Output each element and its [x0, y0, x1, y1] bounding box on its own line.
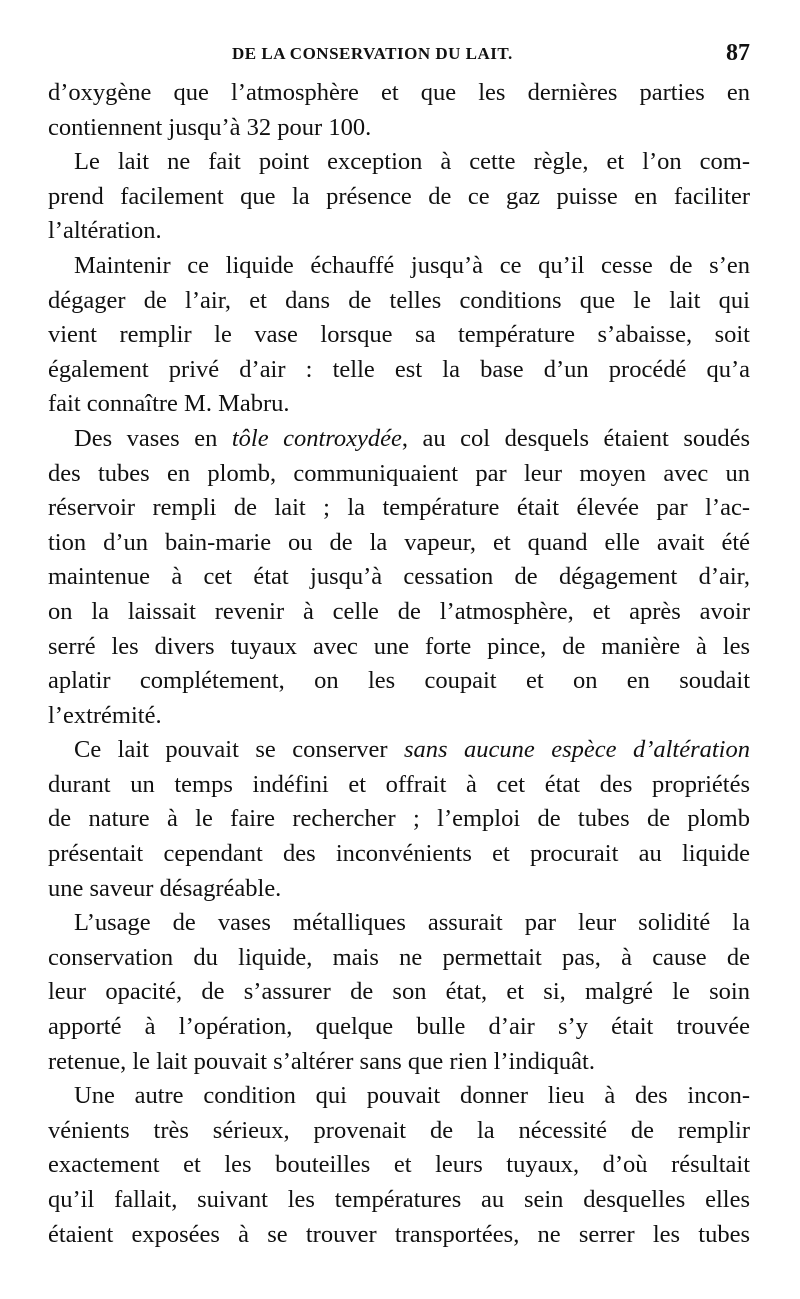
text-line: Maintenir ce liquide échauffé jusqu’à ce qu’il cesse de s’en: [74, 251, 750, 279]
text-run: Ce lait pouvait se conserver: [74, 736, 404, 764]
text-line: conservation du liquide, mais ne permettait pas, à cause de: [48, 943, 750, 971]
text-line: qu’il fallait, suivant les températures au sein desquelles elles: [48, 1186, 750, 1213]
text-run: Des vases en: [74, 424, 232, 452]
paragraph: [48, 249, 750, 422]
text-line: prend facilement que la présence de ce gaz puisse en faciliter: [48, 182, 750, 210]
text-line: retenue, le lait pouvait s’altérer sans que rien l’indiquât.: [48, 1047, 595, 1075]
text-line: maintenue à cet état jusqu’à cessation de dégagement d’air,: [48, 563, 750, 591]
page-number: 87: [726, 40, 750, 66]
text-line: également privé d’air : telle est la base d’un procédé qu’a: [48, 355, 750, 383]
text-line: vénients très sérieux, provenait de la nécessité de remplir: [48, 1116, 750, 1144]
text-line: d’oxygène que l’atmosphère et que les dernières parties en: [48, 79, 750, 106]
text-line: contiennent jusqu’à 32 pour 100.: [48, 113, 372, 141]
text-line: L’usage de vases métalliques assurait par leur solidité la: [74, 909, 750, 937]
paragraph: [48, 145, 750, 249]
text-line: exactement et les bouteilles et leurs tuyaux, d’où résultait: [48, 1151, 750, 1179]
text-line: une saveur désagréable.: [48, 874, 282, 902]
text-line: fait connaître M. Mabru.: [48, 390, 290, 418]
text-line: des tubes en plomb, communiquaient par leur moyen avec un: [48, 459, 750, 487]
text-line: Une autre condition qui pouvait donner lieu à des incon-: [74, 1082, 750, 1110]
text-line: Le lait ne fait point exception à cette règle, et l’on com-: [74, 148, 750, 176]
text-line: réservoir rempli de lait ; la température était élevée par l’ac-: [48, 494, 750, 522]
text-line: apporté à l’opération, quelque bulle d’air s’y était trouvée: [48, 1013, 750, 1041]
text-line: de nature à le faire rechercher ; l’emploi de tubes de plomb: [48, 805, 750, 833]
text-line: dégager de l’air, et dans de telles conditions que le lait qui: [48, 286, 750, 314]
text-run: , au col desquels étaient soudés: [401, 424, 750, 452]
running-head: [48, 30, 750, 70]
running-head-title: DE LA CONSERVATION DU LAIT.: [232, 44, 513, 63]
text-line: étaient exposées à se trouver transportées, ne serrer les tubes: [48, 1220, 750, 1248]
text-line: leur opacité, de s’assurer de son état, et si, malgré le soin: [48, 978, 750, 1006]
text-line: aplatir complétement, on les coupait et on en soudait: [48, 667, 750, 695]
text-line: vient remplir le vase lorsque sa température s’abaisse, soit: [48, 321, 750, 349]
italic-term: tôle controxydée: [231, 424, 402, 452]
text-line: on la laissait revenir à celle de l’atmosphère, et après avoir: [48, 597, 750, 625]
paragraph: [48, 733, 750, 906]
paragraph: [48, 422, 750, 733]
text-line: [48, 733, 750, 768]
paragraph: [48, 906, 750, 1079]
text-line: durant un temps indéfini et offrait à cet état des propriétés: [48, 770, 750, 798]
paragraph: [48, 1079, 750, 1252]
paragraph: [48, 76, 750, 145]
body-text: [48, 76, 750, 1252]
text-line: serré les divers tuyaux avec une forte pince, de manière à les: [48, 632, 750, 660]
text-line: l’altération.: [48, 217, 162, 245]
text-line: l’extrémité.: [48, 701, 162, 729]
text-line: tion d’un bain-marie ou de la vapeur, et quand elle avait été: [48, 528, 750, 556]
text-line: [48, 422, 750, 457]
text-line: présentait cependant des inconvénients et procurait au liquide: [48, 840, 750, 868]
italic-term: sans aucune espèce d’altération: [403, 736, 750, 764]
